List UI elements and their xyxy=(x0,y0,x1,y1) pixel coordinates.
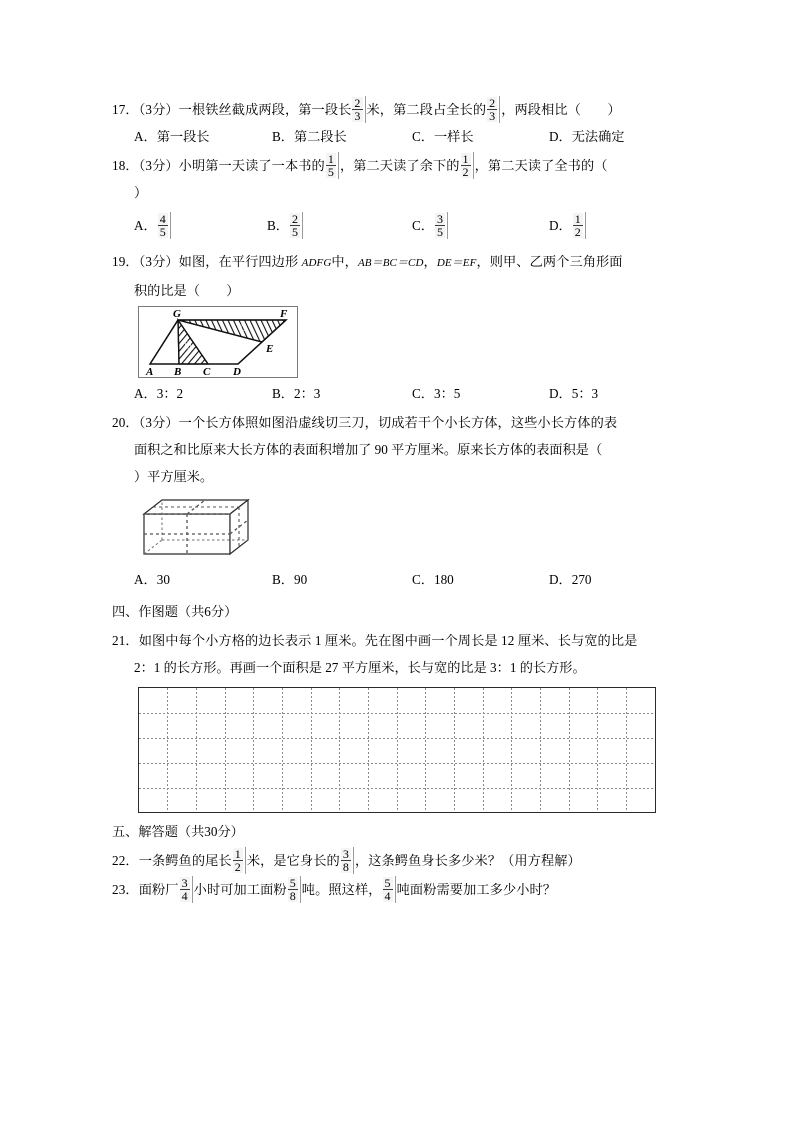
q23-fraction-3: $\frac{5}{4}$ xyxy=(383,877,396,902)
q18-fraction-1: $\frac{1}{5}$ xyxy=(326,153,339,178)
q19-text-b: 中， xyxy=(331,254,358,269)
q22-fraction-1: $\frac{1}{2}$ xyxy=(233,848,246,873)
question-18 xyxy=(112,152,692,246)
q18-option-b[interactable]: B． $\frac{2}{5}$ xyxy=(267,206,304,246)
q18-option-a[interactable]: A． $\frac{4}{5}$ xyxy=(134,206,172,246)
q19-option-d[interactable]: D．5：3 xyxy=(549,386,599,401)
q20-figure-wrap xyxy=(112,492,692,564)
question-23 xyxy=(112,876,692,903)
question-18-options xyxy=(112,206,692,246)
q20-line3: ）平方厘米。 xyxy=(134,469,214,484)
q20-option-c[interactable]: C．180 xyxy=(412,572,454,587)
q17-option-a[interactable]: A．第一段长 xyxy=(134,129,210,144)
question-22 xyxy=(112,847,692,874)
q19-text-a: 如图，在平行四边形 xyxy=(178,254,302,269)
question-19 xyxy=(112,248,692,407)
question-19-stem-line1 xyxy=(112,248,692,277)
question-20-stem-line1 xyxy=(112,409,692,436)
q18-text-c: ，第二天读了全书的（ xyxy=(474,158,608,173)
question-18-stem-line2 xyxy=(112,179,692,206)
question-23-stem xyxy=(112,876,692,903)
q18-points: （3分） xyxy=(138,158,179,173)
q18-option-d-fraction: $\frac{1}{2}$ xyxy=(573,213,586,238)
q20-number: 20． xyxy=(112,415,139,430)
q17-text-c: ，两段相比（ ） xyxy=(501,102,621,117)
q19-equation-2: DE＝EF xyxy=(436,257,477,269)
q23-number: 23． xyxy=(112,882,139,897)
question-20-options xyxy=(112,566,692,593)
question-17-options xyxy=(112,123,692,150)
q22-text-c: ，这条鳄鱼身长多少米？（用方程解） xyxy=(354,853,581,868)
question-17 xyxy=(112,96,692,150)
question-21 xyxy=(112,627,692,813)
cuboid-figure xyxy=(138,492,256,564)
q19-text-d: ，则甲、乙两个三角形面 xyxy=(476,254,623,269)
q19-option-c[interactable]: C．3：5 xyxy=(412,386,461,401)
q21-grid-wrap xyxy=(112,687,692,813)
q22-text-b: 米，是它身长的 xyxy=(246,853,340,868)
q21-number: 21． xyxy=(112,633,139,648)
q19-number: 19． xyxy=(112,254,139,269)
q19-points: （3分） xyxy=(138,254,179,269)
q17-text-a: 一根铁丝截成两段，第一段长 xyxy=(178,102,352,117)
q20-line1: 一个长方体照如图沿虚线切三刀，切成若干个小长方体，这些小长方体的表 xyxy=(178,415,618,430)
label-jia: 甲 xyxy=(184,341,192,350)
q19-text-c: ， xyxy=(423,254,437,269)
q17-option-b[interactable]: B．第二段长 xyxy=(272,129,347,144)
q18-option-a-fraction: $\frac{4}{5}$ xyxy=(158,213,171,238)
q18-number: 18． xyxy=(112,158,139,173)
q19-option-a[interactable]: A．3：2 xyxy=(134,386,184,401)
q20-points: （3分） xyxy=(138,415,179,430)
q18-text-d: ） xyxy=(134,185,148,200)
q23-fraction-2: $\frac{5}{8}$ xyxy=(288,877,301,902)
q17-fraction-2: $\frac{2}{3}$ xyxy=(487,97,500,122)
q22-number: 22． xyxy=(112,853,139,868)
label-D: D xyxy=(233,366,241,378)
question-18-stem xyxy=(112,152,692,179)
q21-line2: 2：1 的长方形。再画一个面积是 27 平方厘米，长与宽的比是 3：1 的长方形。 xyxy=(134,660,586,675)
question-22-stem xyxy=(112,847,692,874)
q17-text-b: 米，第二段占全长的 xyxy=(366,102,487,117)
question-21-stem-line2 xyxy=(112,654,692,681)
q17-number: 17． xyxy=(112,102,139,117)
q19-equation-1: AB＝BC＝CD xyxy=(357,257,424,269)
worksheet-content xyxy=(112,96,692,905)
question-17-stem xyxy=(112,96,692,123)
q23-text-b: 小时可加工面粉 xyxy=(193,882,287,897)
question-20 xyxy=(112,409,692,593)
parallelogram-figure xyxy=(138,306,298,378)
question-19-options xyxy=(112,380,692,407)
label-F: F xyxy=(280,308,288,320)
section-4-title: 四、作图题（共6分） xyxy=(112,604,238,619)
q18-text-a: 小明第一天读了一本书的 xyxy=(178,158,325,173)
q18-text-b: ，第二天读了余下的 xyxy=(339,158,460,173)
section-heading-4 xyxy=(112,597,692,627)
question-20-stem-line3 xyxy=(112,463,692,490)
q22-fraction-2: $\frac{3}{8}$ xyxy=(341,848,354,873)
question-19-stem-line2 xyxy=(112,277,692,304)
q17-fraction-1: $\frac{2}{3}$ xyxy=(352,97,365,122)
q19-option-b[interactable]: B．2：3 xyxy=(272,386,321,401)
label-yi: 乙 xyxy=(238,323,246,332)
q17-points: （3分） xyxy=(138,102,179,117)
q18-option-b-fraction: $\frac{2}{5}$ xyxy=(290,213,303,238)
q19-line2: 积的比是（ ） xyxy=(134,283,240,298)
q17-option-d[interactable]: D．无法确定 xyxy=(549,129,625,144)
q21-line1: 如图中每个小方格的边长表示 1 厘米。先在图中画一个周长是 12 厘米、长与宽的比是 xyxy=(138,633,638,648)
q23-text-a: 面粉厂 xyxy=(138,882,179,897)
q18-option-c-fraction: $\frac{3}{5}$ xyxy=(435,213,448,238)
q20-option-b[interactable]: B．90 xyxy=(272,572,308,587)
q20-option-d[interactable]: D．270 xyxy=(549,572,592,587)
label-G: G xyxy=(173,308,181,320)
q22-text-a: 一条鳄鱼的尾长 xyxy=(138,853,232,868)
q18-option-c[interactable]: C． $\frac{3}{5}$ xyxy=(412,206,449,246)
section-heading-5 xyxy=(112,817,692,847)
label-A: A xyxy=(146,366,154,378)
question-21-stem-line1 xyxy=(112,627,692,654)
section-5-title: 五、解答题（共30分） xyxy=(112,824,244,839)
label-E: E xyxy=(266,343,274,355)
q17-option-c[interactable]: C．一样长 xyxy=(412,129,474,144)
q20-line2: 面积之和比原来大长方体的表面积增加了 90 平方厘米。原来长方体的表面积是（ xyxy=(134,442,603,457)
q20-option-a[interactable]: A．30 xyxy=(134,572,170,587)
q18-fraction-2: $\frac{1}{2}$ xyxy=(461,153,474,178)
drawing-grid[interactable] xyxy=(138,687,656,813)
q23-text-c: 吨。照这样， xyxy=(301,882,382,897)
q18-option-d[interactable]: D． $\frac{1}{2}$ xyxy=(549,206,587,246)
q23-text-d: 吨面粉需要加工多少小时？ xyxy=(396,882,557,897)
q19-figure-wrap xyxy=(112,306,692,378)
q19-shape-name: ADFG xyxy=(301,257,332,269)
label-C: C xyxy=(203,366,211,378)
q23-fraction-1: $\frac{3}{4}$ xyxy=(180,877,193,902)
label-B: B xyxy=(174,366,182,378)
question-20-stem-line2 xyxy=(112,436,692,463)
